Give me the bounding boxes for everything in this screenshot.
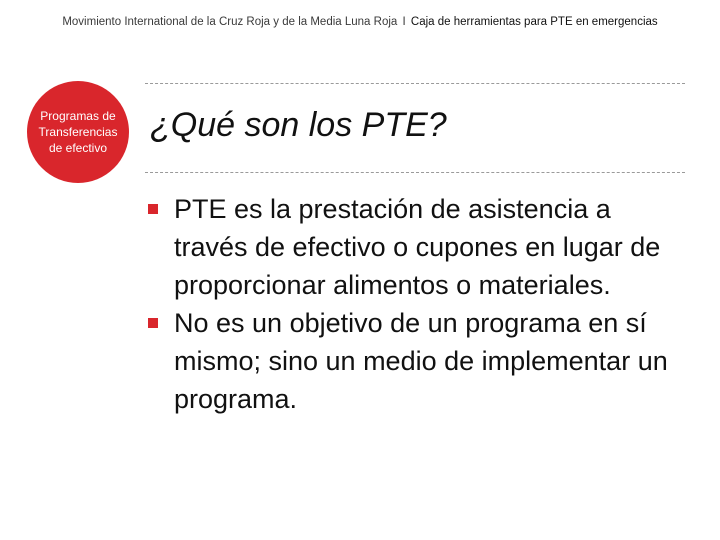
bullet-text: No es un objetivo de un programa en sí mismo; sino un medio de implementar un programa. bbox=[174, 308, 668, 414]
slide-header bbox=[0, 16, 720, 28]
program-badge bbox=[27, 81, 129, 183]
bullet-list bbox=[148, 190, 688, 418]
bullet-item bbox=[148, 304, 688, 418]
title-bottom-divider bbox=[145, 172, 685, 173]
badge-line-1: Programas de bbox=[40, 109, 116, 123]
square-bullet-icon bbox=[148, 204, 158, 214]
toolkit-name: Caja de herramientas para PTE en emergencias bbox=[410, 16, 658, 28]
header-separator: I bbox=[402, 16, 406, 28]
slide-title: ¿Qué son los PTE? bbox=[150, 106, 447, 144]
bullet-text: PTE es la prestación de asistencia a través de efectivo o cupones en lugar de proporcionar alimentos o materiales. bbox=[174, 194, 661, 300]
square-bullet-icon bbox=[148, 318, 158, 328]
badge-line-2: Transferencias bbox=[38, 125, 118, 139]
badge-line-3: de efectivo bbox=[48, 141, 108, 155]
organization-name: Movimiento International de la Cruz Roja y de la Media Luna Roja bbox=[62, 16, 398, 28]
bullet-item bbox=[148, 190, 688, 304]
title-top-divider bbox=[145, 83, 685, 84]
